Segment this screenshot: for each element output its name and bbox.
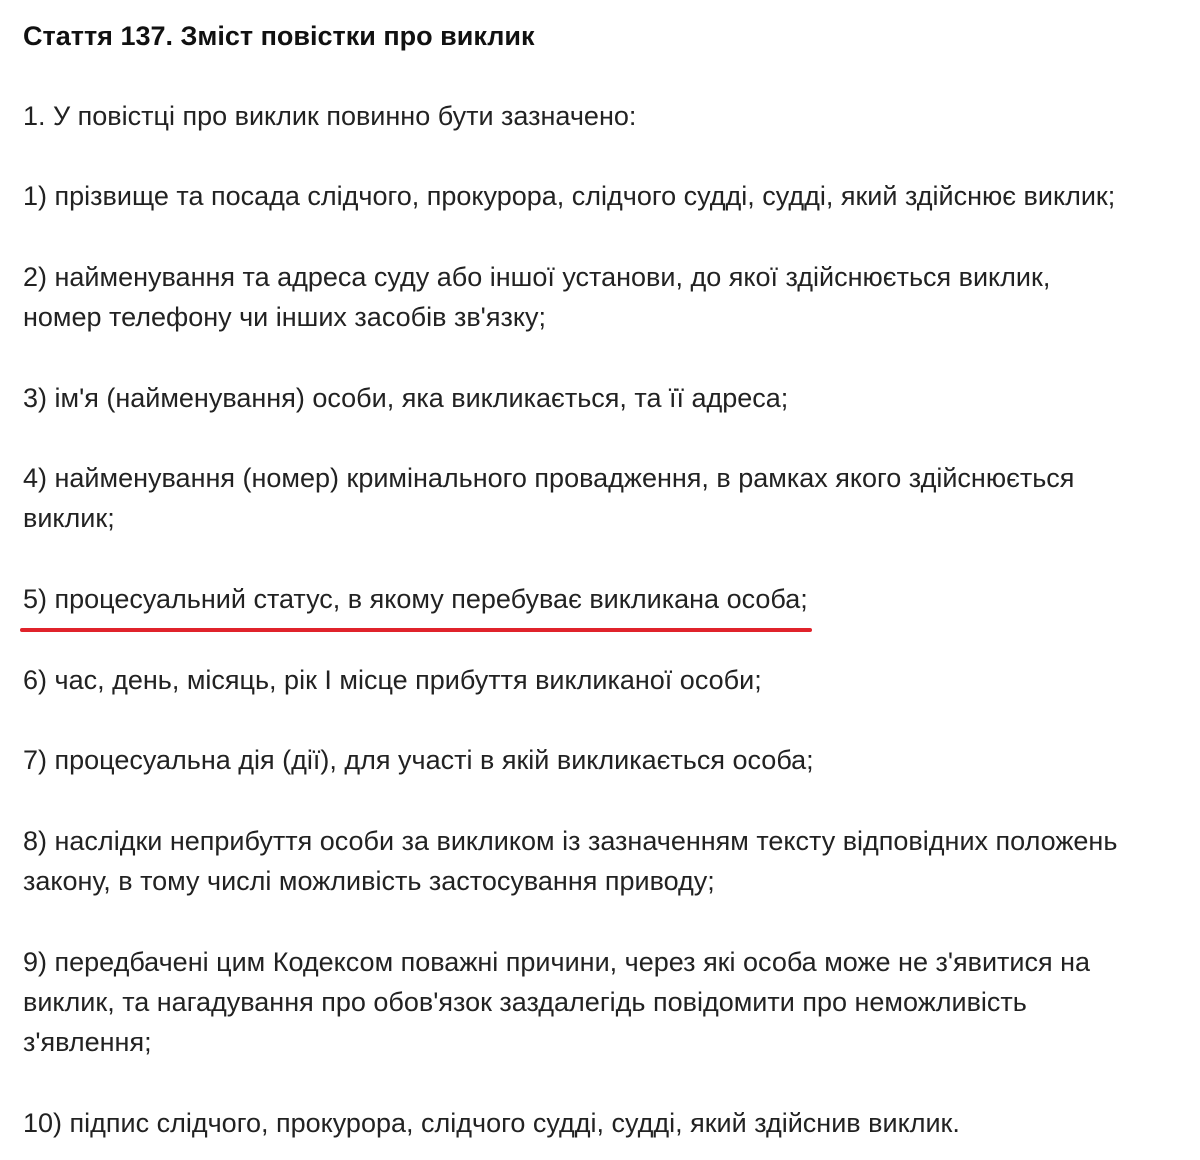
list-item-1-line-1: 1) прізвище та посада слідчого, прокурора, слідчого судді, судді, який здійснює виклик;: [23, 181, 1116, 211]
list-item-1: [23, 176, 1115, 216]
list-item-6-line-1: 6) час, день, місяць, рік І місце прибуття викликаної особи;: [23, 665, 762, 695]
highlighted-text: [23, 579, 808, 619]
list-item-10-line-1: 10) підпис слідчого, прокурора, слідчого судді, судді, який здійснив виклик.: [23, 1108, 960, 1138]
article-intro: 1. У повістці про виклик повинно бути зазначено:: [23, 101, 637, 131]
list-item-9-line-3: з'явлення;: [23, 1027, 152, 1057]
list-item-3: [23, 378, 788, 418]
list-item-5: [23, 579, 808, 619]
list-item-8: [23, 821, 1117, 901]
list-item-3-line-1: 3) ім'я (найменування) особи, яка викликається, та її адреса;: [23, 383, 789, 413]
red-underline-mark: [20, 628, 812, 632]
list-item-9-line-1: 9) передбачені цим Кодексом поважні причини, через які особа може не з'явитися на: [23, 947, 1091, 977]
list-item-4-line-2: виклик;: [23, 503, 115, 533]
list-item-9-line-2: виклик, та нагадування про обов'язок заздалегідь повідомити про неможливість: [23, 987, 1027, 1017]
list-item-7: [23, 740, 814, 780]
list-item-4: [23, 458, 1074, 538]
list-item-9: [23, 942, 1090, 1062]
list-item-7-line-1: 7) процесуальна дія (дії), для участі в якій викликається особа;: [23, 745, 814, 775]
list-item-10: [23, 1103, 960, 1143]
list-item-4-line-1: 4) найменування (номер) кримінального провадження, в рамках якого здійснюється: [23, 463, 1075, 493]
list-item-8-line-1: 8) наслідки неприбуття особи за викликом із зазначенням тексту відповідних положень: [23, 826, 1118, 856]
list-item-6: [23, 660, 762, 700]
article-title: Стаття 137. Зміст повістки про виклик: [23, 21, 535, 51]
list-item-5-line-1: 5) процесуальний статус, в якому перебуває викликана особа;: [23, 584, 808, 614]
list-item-2: [23, 257, 1050, 337]
list-item-2-line-2: номер телефону чи інших засобів зв'язку;: [23, 302, 546, 332]
list-item-8-line-2: закону, в тому числі можливість застосування приводу;: [23, 866, 715, 896]
list-item-2-line-1: 2) найменування та адреса суду або іншої установи, до якої здійснюється виклик,: [23, 262, 1051, 292]
